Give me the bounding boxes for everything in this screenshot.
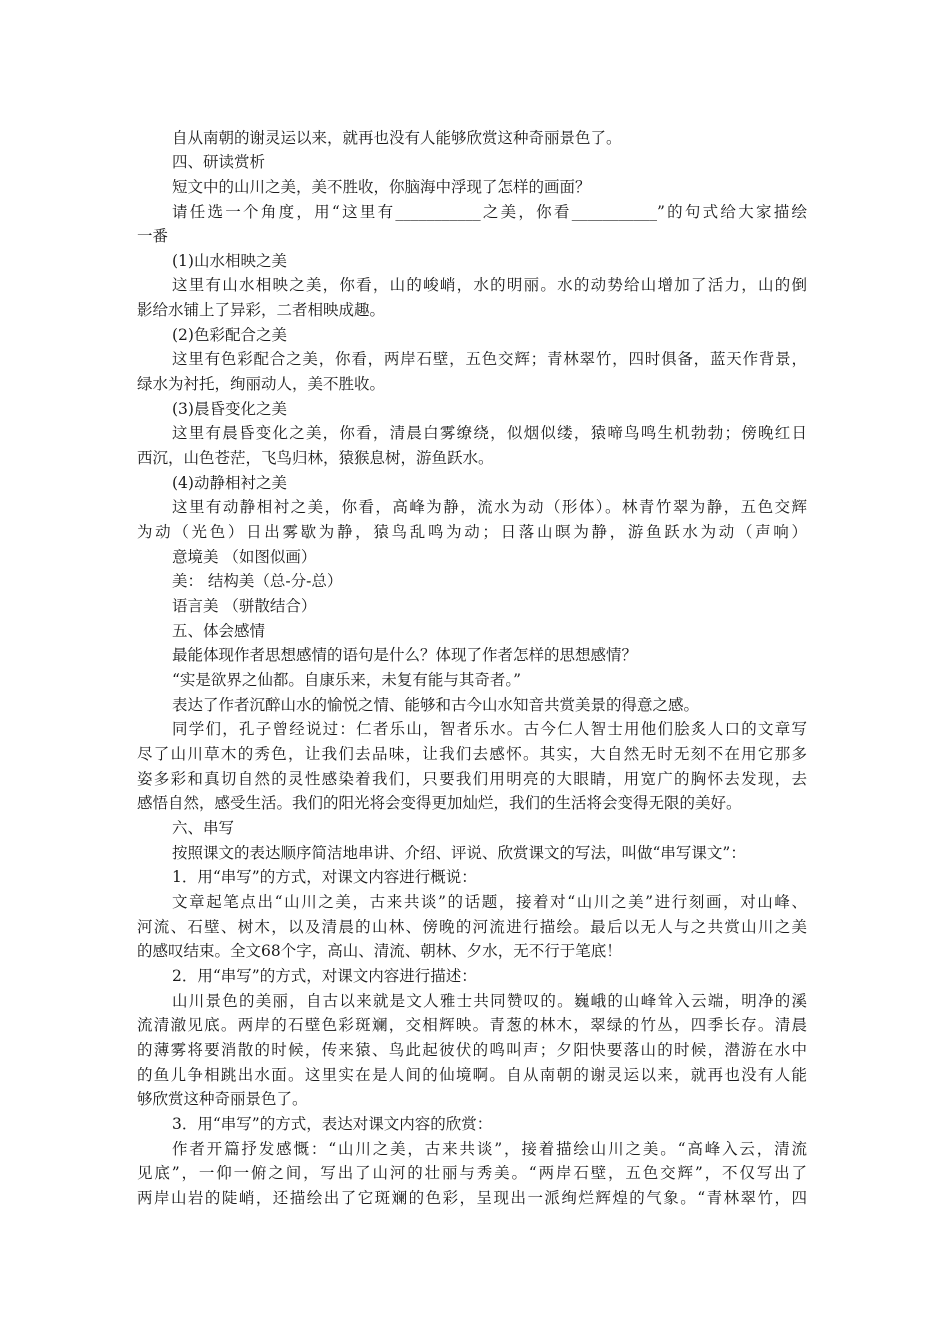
text-line: 流清澈见底。两岸的石壁色彩斑斓，交相辉映。青葱的林木，翠绿的竹丛，四季长存。清晨 <box>137 1016 807 1034</box>
text-line: 表达了作者沉醉山水的愉悦之情、能够和古今山水知音共赏美景的得意之感。 <box>172 696 700 714</box>
text-line: 3．用“串写”的方式，表达对课文内容的欣赏： <box>172 1115 493 1133</box>
text-line: 请任选一个角度，用“这里有___________之美，你看___________”的句式给大家描绘 <box>172 203 807 221</box>
text-line: 这里有色彩配合之美，你看，两岸石壁，五色交辉；青林翠竹，四时俱备，蓝天作背景， <box>172 350 807 368</box>
text-line: 自从南朝的谢灵运以来，就再也没有人能够欣赏这种奇丽景色了。 <box>172 129 622 147</box>
text-line: 同学们，孔子曾经说过：仁者乐山，智者乐水。古今仁人智士用他们脍炙人口的文章写 <box>172 720 807 738</box>
text-line: 见底”，一仰一俯之间，写出了山河的壮丽与秀美。“两岸石壁，五色交辉”，不仅写出了 <box>137 1164 807 1182</box>
text-line: 山川景色的美丽，自古以来就是文人雅士共同赞叹的。巍峨的山峰耸入云端，明净的溪 <box>172 992 807 1010</box>
text-line: 这里有山水相映之美，你看，山的峻峭，水的明丽。水的动势给山增加了活力，山的倒 <box>172 276 807 294</box>
text-line: 绿水为衬托，绚丽动人，美不胜收。 <box>137 375 386 393</box>
text-line: 一番 <box>137 227 169 245</box>
text-line: 河流、石壁、树木，以及清晨的山林、傍晚的河流进行描绘。最后以无人与之共赏山川之美 <box>137 918 807 936</box>
subheading: (3)晨昏变化之美 <box>172 400 287 418</box>
text-line: 姿多彩和真切自然的灵性感染着我们，只要我们用明亮的大眼睛，用宽广的胸怀去发现，去 <box>137 770 807 788</box>
text-line: 作者开篇抒发感慨：“山川之美，古来共谈”，接着描绘山川之美。“高峰入云，清流 <box>172 1140 807 1158</box>
text-line: 1．用“串写”的方式，对课文内容进行概说： <box>172 868 477 886</box>
subheading: (2)色彩配合之美 <box>172 326 287 344</box>
section-heading-4: 四、研读赏析 <box>172 153 266 171</box>
text-line: 影给水铺上了异彩，二者相映成趣。 <box>137 301 386 319</box>
section-heading-6: 六、串写 <box>172 819 235 837</box>
text-line: 语言美 （骈散结合） <box>172 597 317 615</box>
text-line: 意境美 （如图似画） <box>172 548 317 566</box>
section-heading-5: 五、体会感情 <box>172 622 266 640</box>
text-line: 最能体现作者思想感情的语句是什么？体现了作者怎样的思想感情？ <box>172 646 638 664</box>
text-line: 短文中的山川之美，美不胜收，你脑海中浮现了怎样的画面？ <box>172 178 591 196</box>
text-line: 感悟自然，感受生活。我们的阳光将会变得更加灿烂，我们的生活将会变得无限的美好。 <box>137 794 742 812</box>
text-line: 两岸山岩的陡峭，还描绘出了它斑斓的色彩，呈现出一派绚烂辉煌的气象。“青林翠竹，四 <box>137 1189 807 1207</box>
subheading: (1)山水相映之美 <box>172 252 287 270</box>
text-line: 的薄雾将要消散的时候，传来猿、鸟此起彼伏的鸣叫声；夕阳快要落山的时候，潜游在水中 <box>137 1041 807 1059</box>
text-line: 西沉，山色苍茫，飞鸟归林，猿猴息树，游鱼跃水。 <box>137 449 494 467</box>
text-line: 的鱼儿争相跳出水面。这里实在是人间的仙境啊。自从南朝的谢灵运以来，就再也没有人能 <box>137 1066 807 1084</box>
text-line: “实是欲界之仙都。自康乐来，未复有能与其奇者。” <box>172 671 522 689</box>
text-line: 文章起笔点出“山川之美，古来共谈”的话题，接着对“山川之美”进行刻画，对山峰、 <box>172 893 807 911</box>
subheading: (4)动静相衬之美 <box>172 474 287 492</box>
text-line: 这里有晨昏变化之美，你看，清晨白雾缭绕，似烟似缕，猿啼鸟鸣生机勃勃；傍晚红日 <box>172 424 807 442</box>
text-line: 2．用“串写”的方式，对课文内容进行描述： <box>172 967 477 985</box>
text-line: 够欣赏这种奇丽景色了。 <box>137 1090 308 1108</box>
text-line: 美： 结构美（总-分-总） <box>172 572 343 590</box>
text-line: 按照课文的表达顺序简洁地串讲、介绍、评说、欣赏课文的写法，叫做“串写课文”： <box>172 844 746 862</box>
text-line: 为动（光色）日出雾歇为静，猿鸟乱鸣为动；日落山暝为静，游鱼跃水为动（声响） <box>137 523 807 541</box>
text-line: 这里有动静相衬之美，你看，高峰为静，流水为动（形体）。林青竹翠为静，五色交辉 <box>172 498 807 516</box>
text-line: 的感叹结束。全文68个字，高山、清流、朝林、夕水，无不行于笔底！ <box>137 942 622 960</box>
text-line: 尽了山川草木的秀色，让我们去品味，让我们去感怀。其实，大自然无时无刻不在用它那多 <box>137 745 807 763</box>
